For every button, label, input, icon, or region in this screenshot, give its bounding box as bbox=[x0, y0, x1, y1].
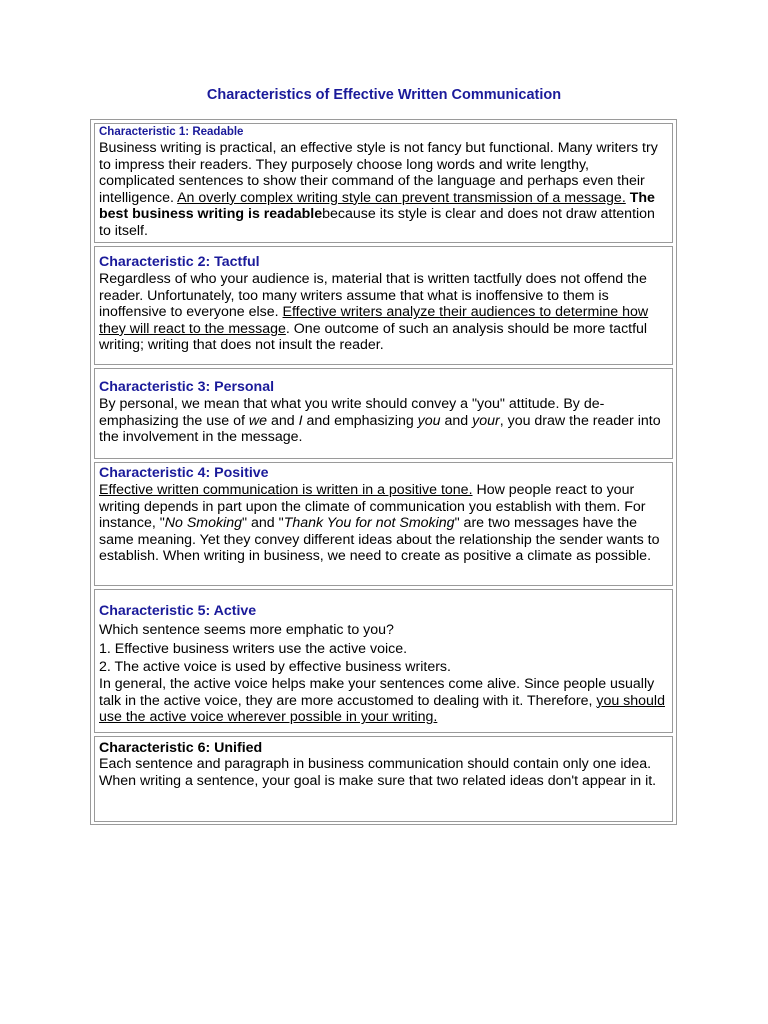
section-body: Business writing is practical, an effective style is not fancy but functional. Many writers try to impress their readers. They purposely choose long words and write lengthy, complicated sentences to show their command of the language and perhaps even their intelligence. An overly complex writing style can prevent transmission of a message. The best business writing is readablebecause its style is clear and does not draw attention to itself. bbox=[99, 140, 658, 239]
section-body: Effective written communication is written in a positive tone. How people react to your writing depends in part upon the climate of communication you establish with them. For instance, "No Smoking" and "Thank You for not Smoking" are two messages have the same meaning. Yet they convey different ideas about the relationship the sender wants to establish. When writing in business, we need to create as positive a climate as possible. bbox=[99, 482, 660, 565]
section-heading: Characteristic 5: Active bbox=[99, 603, 257, 619]
section-body: Each sentence and paragraph in business communication should contain only one idea. When writing a sentence, your goal is make sure that two related ideas don't appear in it. bbox=[99, 756, 657, 789]
document-title: Characteristics of Effective Written Communication bbox=[206, 87, 562, 103]
section-tactful bbox=[94, 246, 673, 365]
section-personal bbox=[94, 368, 673, 459]
section-heading: Characteristic 3: Personal bbox=[99, 379, 275, 395]
characteristics-table bbox=[90, 119, 677, 825]
section-heading: Characteristic 6: Unified bbox=[99, 740, 263, 756]
section-unified bbox=[94, 736, 673, 822]
section-body: In general, the active voice helps make your sentences come alive. Since people usually talk in the active voice, they are more accustomed to dealing with it. Therefore, you should use the active voice wherever possible in your writing. bbox=[99, 676, 665, 726]
section-heading: Characteristic 2: Tactful bbox=[99, 254, 260, 270]
example-line-1: 1. Effective business writers use the active voice. bbox=[99, 641, 408, 657]
section-heading: Characteristic 4: Positive bbox=[99, 465, 269, 481]
section-readable bbox=[94, 123, 673, 243]
section-active bbox=[94, 589, 673, 733]
question-line: Which sentence seems more emphatic to you? bbox=[99, 622, 394, 638]
section-heading: Characteristic 1: Readable bbox=[99, 126, 244, 138]
section-body: Regardless of who your audience is, material that is written tactfully does not offend the reader. Unfortunately, too many writers assume that what is inoffensive to them is inoffensive to everyone else. Effective writers analyze their audiences to determine how they will react to the message. One outcome of such an analysis should be more tactful writing; writing that does not insult the reader. bbox=[99, 271, 649, 354]
section-positive bbox=[94, 462, 673, 586]
section-body: By personal, we mean that what you write should convey a "you" attitude. By de-emphasizing the use of we and I and emphasizing you and your, you draw the reader into the involvement in the message. bbox=[99, 396, 661, 446]
example-line-2: 2. The active voice is used by effective business writers. bbox=[99, 659, 451, 675]
